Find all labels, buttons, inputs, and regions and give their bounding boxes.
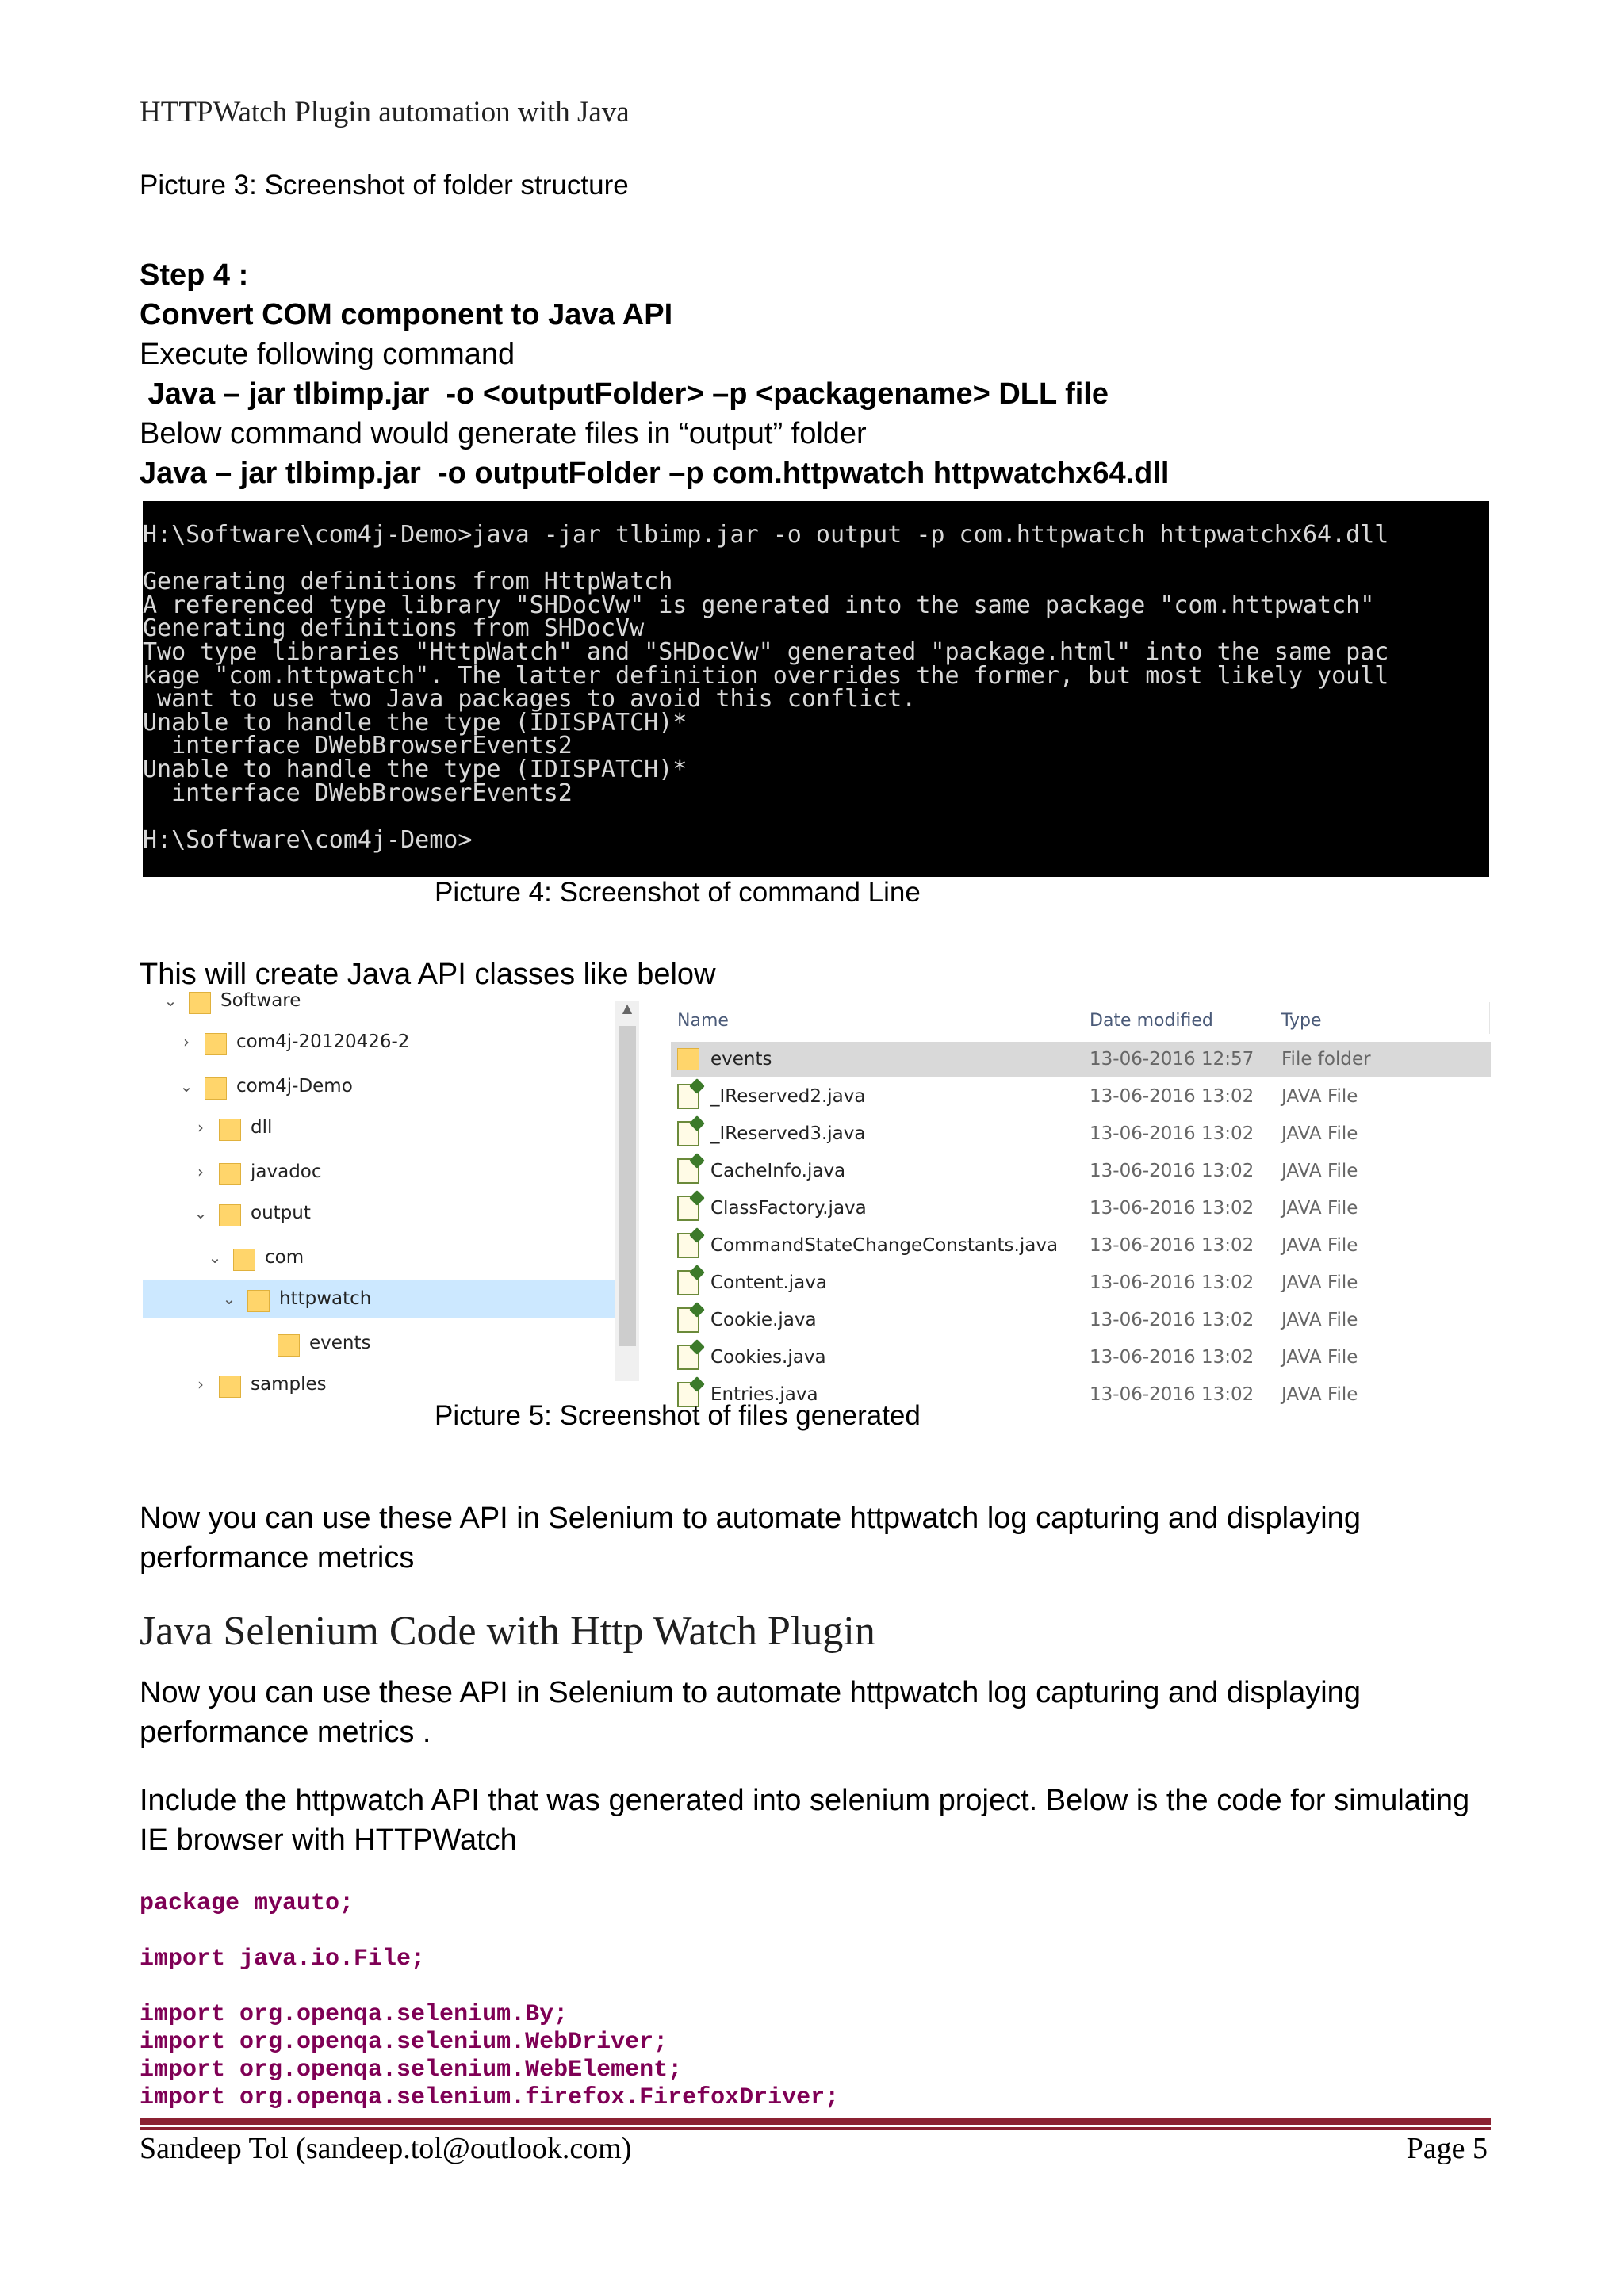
file-type: JAVA File [1281,1198,1358,1219]
step-label: Step 4 : [140,258,249,292]
file-row[interactable] [671,1042,1491,1077]
java-file-icon [677,1158,699,1184]
code-import-line: import org.openqa.selenium.WebElement; [140,2057,683,2084]
file-row[interactable] [671,1303,1491,1337]
file-type: JAVA File [1281,1310,1358,1330]
file-explorer-screenshot [143,990,1491,1405]
terminal-line: H:\Software\com4j-Demo>java -jar tlbimp.jar -o output -p com.httpwatch httpwatchx64.dll [143,521,1389,549]
column-header-type[interactable]: Type [1281,1010,1322,1031]
file-type: JAVA File [1281,1235,1358,1256]
folder-icon [278,1331,298,1355]
scroll-up-icon[interactable]: ▲ [622,1001,633,1016]
column-separator [1489,1002,1490,1034]
chevron-right-icon[interactable]: › [197,1375,204,1394]
tree-item-label: httpwatch [279,1288,372,1309]
file-row[interactable] [671,1265,1491,1300]
section-paragraph-2: Include the httpwatch API that was generated into selenium project. Below is the code for simulating IE browser with HTTPWatch [140,1784,1470,1857]
file-name: _IReserved3.java [710,1123,866,1144]
terminal-line [143,547,1489,571]
code-import-line: import org.openqa.selenium.WebDriver; [140,2029,668,2056]
terminal-line: Generating definitions from SHDocVw [143,614,645,643]
file-type: JAVA File [1281,1161,1358,1181]
file-row[interactable] [671,1228,1491,1263]
file-date: 13-06-2016 13:02 [1090,1347,1254,1368]
terminal-line [143,805,1489,828]
code-import-line: import org.openqa.selenium.By; [140,2001,569,2028]
code-imports [140,2001,839,2112]
file-type: JAVA File [1281,1272,1358,1293]
tree-item-software[interactable] [143,982,615,1020]
step-line-2: Below command would generate files in “output” folder [140,417,867,450]
java-file-icon [677,1121,699,1146]
tree-item-label: dll [251,1117,273,1138]
java-file-icon [677,1084,699,1109]
paragraph-api-usage: Now you can use these API in Selenium to automate httpwatch log capturing and displaying performance metrics [140,1502,1361,1575]
caption-picture-4: Picture 4: Screenshot of command Line [435,877,921,908]
tree-item-label: com [265,1247,304,1268]
file-row[interactable] [671,1340,1491,1375]
terminal-line: Two type libraries "HttpWatch" and "SHDocVw" generated "package.html" into the same pac [143,637,1389,666]
java-file-icon [677,1307,699,1333]
tree-item-com[interactable] [143,1238,615,1276]
file-type: File folder [1281,1049,1371,1070]
tree-item-label: output [251,1203,311,1223]
terminal-line: A referenced type library "SHDocVw" is generated into the same package "com.httpwatch" [143,591,1375,619]
command-line-screenshot [143,501,1489,877]
file-name: events [710,1049,772,1070]
step-line-1: Execute following command [140,338,515,371]
chevron-right-icon[interactable]: › [197,1118,204,1137]
file-date: 13-06-2016 13:02 [1090,1198,1254,1219]
column-header-date[interactable]: Date modified [1090,1010,1213,1031]
file-name: ClassFactory.java [710,1198,867,1219]
step-heading: Convert COM component to Java API [140,298,673,331]
tree-item-com4j-demo[interactable] [143,1067,615,1105]
file-row[interactable] [671,1079,1491,1114]
footer-rule-thin [140,2127,1491,2130]
folder-icon [189,989,209,1012]
tree-item-dll[interactable] [143,1108,615,1146]
java-file-icon [677,1233,699,1258]
file-date: 13-06-2016 13:02 [1090,1086,1254,1107]
folder-icon [205,1074,225,1098]
caption-picture-3: Picture 3: Screenshot of folder structure [140,170,629,201]
file-row[interactable] [671,1116,1491,1151]
chevron-down-icon[interactable]: ⌄ [193,1203,208,1223]
footer-rule [140,2118,1491,2125]
terminal-line: interface DWebBrowserEvents2 [143,779,573,807]
folder-icon [219,1160,239,1184]
tree-item-label: javadoc [251,1161,322,1182]
tree-item-output[interactable] [143,1194,615,1232]
chevron-right-icon[interactable]: › [183,1032,190,1051]
file-name: _IReserved2.java [710,1086,866,1107]
folder-icon [219,1115,239,1139]
terminal-line: Unable to handle the type (IDISPATCH)* [143,708,688,737]
file-name: Content.java [710,1272,827,1293]
chevron-down-icon[interactable]: ⌄ [222,1289,236,1308]
code-import-file: import java.io.File; [140,1946,426,1973]
tree-item-label: com4j-20120426-2 [236,1031,410,1052]
file-row[interactable] [671,1191,1491,1226]
file-type: JAVA File [1281,1384,1358,1405]
chevron-right-icon[interactable]: › [197,1162,204,1181]
file-name: Entries.java [710,1384,818,1405]
running-header: HTTPWatch Plugin automation with Java [140,96,630,128]
tree-item-javadoc[interactable] [143,1153,615,1191]
terminal-line: H:\Software\com4j-Demo> [143,825,473,854]
terminal-line: want to use two Java packages to avoid this conflict. [143,685,917,714]
file-name: CommandStateChangeConstants.java [710,1235,1059,1256]
tree-item-label: com4j-Demo [236,1076,353,1096]
file-row[interactable] [671,1154,1491,1188]
file-date: 13-06-2016 13:02 [1090,1161,1254,1181]
tree-item-samples[interactable] [143,1365,615,1403]
command-template: Java – jar tlbimp.jar -o <outputFolder> –p <packagename> DLL file [140,377,1109,411]
file-type: JAVA File [1281,1347,1358,1368]
command-example: Java – jar tlbimp.jar -o outputFolder –p com.httpwatch httpwatchx64.dll [140,457,1170,490]
file-date: 13-06-2016 13:02 [1090,1235,1254,1256]
tree-item-label: Software [220,990,301,1011]
java-file-icon [677,1196,699,1221]
tree-item-events[interactable] [143,1324,615,1362]
explorer-intro: This will create Java API classes like below [140,958,716,991]
chevron-down-icon[interactable]: ⌄ [163,991,178,1010]
code-import-line: import org.openqa.selenium.firefox.FirefoxDriver; [140,2084,840,2111]
folder-icon [677,1048,699,1070]
footer-author: Sandeep Tol (sandeep.tol@outlook.com) [140,2132,632,2165]
tree-item-label: events [309,1333,371,1353]
file-date: 13-06-2016 12:57 [1090,1049,1254,1070]
folder-icon [219,1201,239,1225]
file-type: JAVA File [1281,1086,1358,1107]
chevron-down-icon[interactable]: ⌄ [208,1248,222,1267]
file-date: 13-06-2016 13:02 [1090,1310,1254,1330]
file-date: 13-06-2016 13:02 [1090,1272,1254,1293]
file-name: Cookie.java [710,1310,817,1330]
section-paragraph-1: Now you can use these API in Selenium to automate httpwatch log capturing and displaying performance metrics . [140,1676,1361,1749]
terminal-line: interface DWebBrowserEvents2 [143,732,573,760]
step-4-block [140,255,1488,493]
file-date: 13-06-2016 13:02 [1090,1123,1254,1144]
folder-icon [205,1030,225,1054]
folder-icon [247,1287,268,1311]
chevron-placeholder [251,1334,268,1352]
caption-picture-5: Picture 5: Screenshot of files generated [435,1400,921,1431]
terminal-line: Unable to handle the type (IDISPATCH)* [143,755,688,783]
tree-scrollbar[interactable] [615,1001,639,1381]
folder-tree [143,990,615,1395]
file-list [671,1001,1491,1405]
tree-item-label: samples [251,1374,327,1395]
folder-icon [219,1372,239,1396]
file-name: Cookies.java [710,1347,826,1368]
file-date: 13-06-2016 13:02 [1090,1384,1254,1405]
section-heading: Java Selenium Code with Http Watch Plugin [140,1609,875,1654]
column-header-name[interactable]: Name [677,1010,729,1031]
file-type: JAVA File [1281,1123,1358,1144]
chevron-down-icon[interactable]: ⌄ [179,1077,193,1096]
java-file-icon [677,1345,699,1370]
tree-item-com4j-20120426-2[interactable] [143,1023,615,1061]
java-file-icon [677,1270,699,1295]
page-number: Page 5 [1406,2132,1488,2165]
terminal-line: Generating definitions from HttpWatch [143,568,673,596]
code-package: package myauto; [140,1890,354,1917]
file-name: CacheInfo.java [710,1161,846,1181]
terminal-line: kage "com.httpwatch". The latter definition overrides the former, but most likely youll [143,661,1389,690]
folder-icon [233,1246,254,1269]
tree-item-httpwatch[interactable] [143,1280,615,1318]
scroll-thumb[interactable] [619,1026,636,1346]
